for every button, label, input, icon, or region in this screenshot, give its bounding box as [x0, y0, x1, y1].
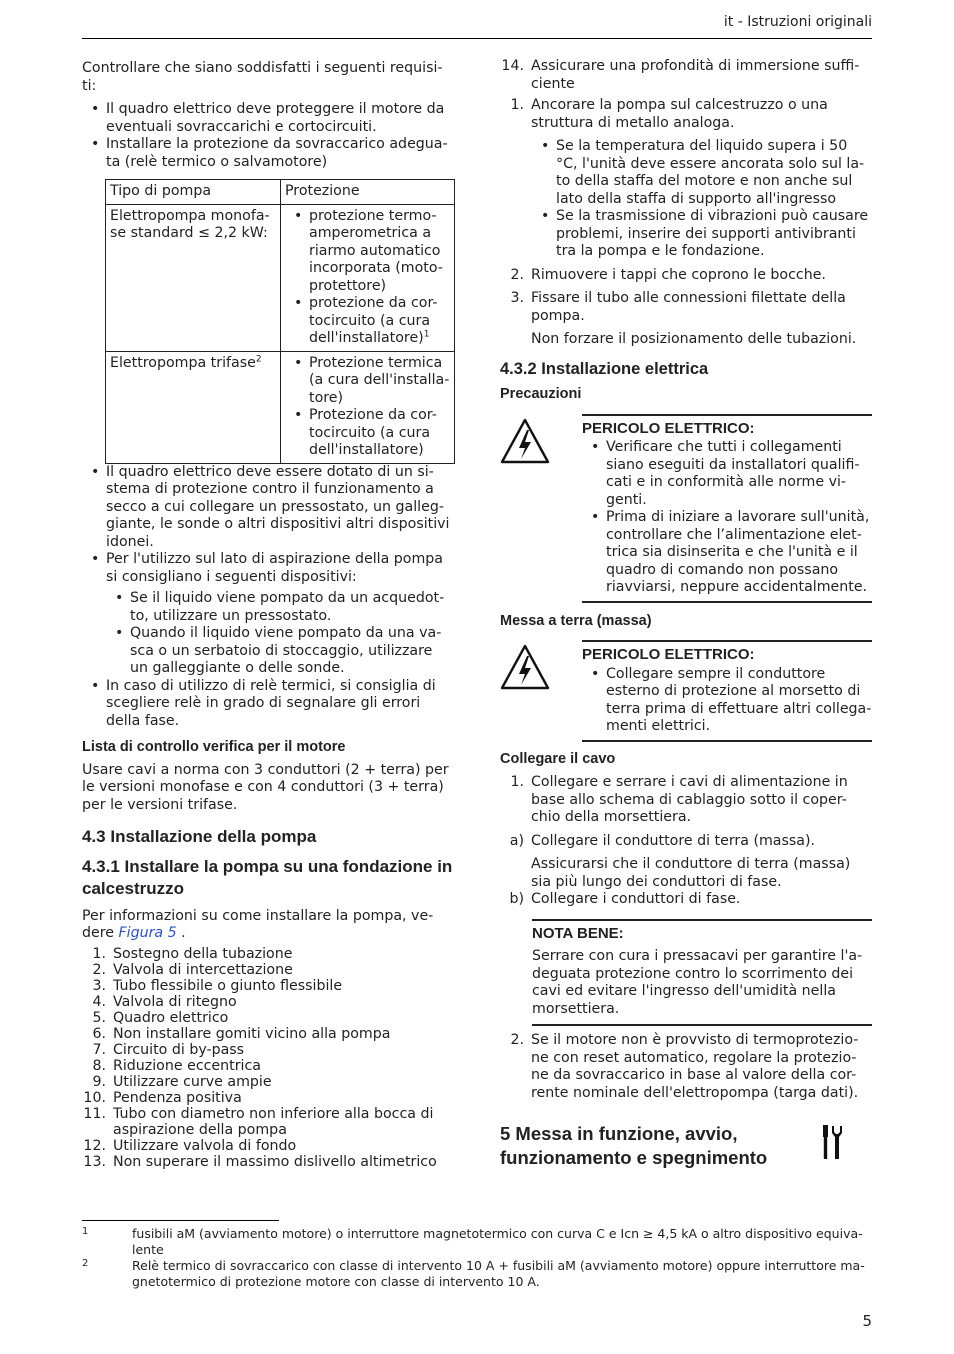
- item-number: 3.: [510, 290, 524, 306]
- warning-title: PERICOLO ELETTRICO:: [582, 419, 755, 437]
- list-item: [500, 290, 872, 325]
- list-item: [82, 1074, 454, 1090]
- footnote-1: [82, 1226, 872, 1258]
- list-item: [82, 962, 454, 978]
- page-number: 5: [862, 1312, 872, 1330]
- cable-steps-2: [500, 1032, 872, 1102]
- connect-cable-heading: Collegare il cavo: [500, 750, 616, 767]
- item-text: Valvola di intercettazione: [113, 961, 293, 978]
- item-number: 10.: [83, 1089, 106, 1106]
- item-number: 2.: [510, 266, 524, 283]
- sub-list: [82, 590, 454, 678]
- list-item: [82, 1090, 454, 1106]
- item-number: 3.: [92, 977, 106, 994]
- section-heading-4-3-2: 4.3.2 Installazione elettrica: [500, 359, 709, 378]
- requirements-list-2: [82, 464, 454, 587]
- list-item: [82, 994, 454, 1010]
- note-box: [532, 919, 872, 1027]
- tools-icon: [820, 1124, 844, 1160]
- list-item: [500, 891, 872, 909]
- item-text: Sostegno della tubazione: [113, 945, 293, 962]
- item-text: Collegare il conduttore di terra (massa).: [531, 832, 816, 849]
- item-text: Utilizzare curve ampie: [113, 1073, 272, 1090]
- electrical-hazard-icon: [500, 644, 550, 690]
- figure-link[interactable]: Figura 5: [118, 925, 177, 941]
- list-item: [82, 1026, 454, 1042]
- list-item: [82, 1058, 454, 1074]
- list-item: • protezione termo-amperometrica a riarmo automatico incorporata (moto-protettore): [285, 208, 450, 296]
- protection-table: [105, 179, 455, 464]
- pump-type-label: Elettropompa monofa-se standard ≤ 2,2 kW:: [110, 207, 270, 241]
- numbered-list-continued: [500, 58, 872, 93]
- list-item: [82, 1154, 454, 1170]
- footnote-number: 1: [82, 1226, 89, 1237]
- grounding-heading: Messa a terra (massa): [500, 612, 652, 629]
- table-header-cell: Protezione: [281, 180, 455, 205]
- list-item: [82, 1106, 454, 1138]
- pump-type-label: Elettropompa trifase: [110, 354, 256, 371]
- item-text: Riduzione eccentrica: [113, 1057, 261, 1074]
- item-text: Quadro elettrico: [113, 1009, 229, 1026]
- list-item: [82, 978, 454, 994]
- left-column: [82, 60, 454, 1170]
- item-number: 2.: [92, 961, 106, 978]
- list-item: • Protezione termica (a cura dell'installa-tore): [285, 355, 450, 408]
- list-item: • Installare la protezione da sovraccarico adegua-ta (relè termico o salvamotore): [82, 136, 454, 171]
- install-steps-2: [500, 267, 872, 326]
- checklist-heading: Lista di controllo verifica per il motore: [82, 739, 346, 755]
- list-item: [82, 1010, 454, 1026]
- table-row: [106, 351, 455, 463]
- item-number: 4.: [92, 993, 106, 1010]
- section-heading-4-3-1: 4.3.1 Installare la pompa su una fondazione in calcestruzzo: [82, 856, 453, 898]
- figure-reference-text: [82, 908, 454, 943]
- list-item: • Se la trasmissione di vibrazioni può causare problemi, inserire dei supporti antivibranti tra la pompa e le fondazione.: [508, 208, 872, 261]
- list-item: [500, 1032, 872, 1102]
- running-header: it - Istruzioni originali: [723, 14, 872, 30]
- text: .: [176, 925, 186, 941]
- item-number: b): [509, 891, 524, 907]
- cable-steps-b: [500, 891, 872, 909]
- right-column: [500, 58, 872, 1170]
- step1-bullets: [500, 138, 872, 261]
- requirements-list-3: [82, 678, 454, 731]
- list-item: • Per l'utilizzo sul lato di aspirazione della pompa si consigliano i seguenti dispositivi:: [82, 551, 454, 586]
- item-text: Fissare il tubo alle connessioni filettate della pompa.: [531, 290, 846, 324]
- item-number: 8.: [92, 1057, 106, 1074]
- table-header-cell: Tipo di pompa: [106, 180, 281, 205]
- item-number: 13.: [83, 1153, 106, 1170]
- item-text: Utilizzare valvola di fondo: [113, 1137, 297, 1154]
- warning-list: [582, 666, 872, 736]
- item-text: Pendenza positiva: [113, 1089, 242, 1106]
- list-item: • Se il liquido viene pompato da un acquedot-to, utilizzare un pressostato.: [82, 590, 454, 625]
- item-text: Rimuovere i tappi che coprono le bocche.: [531, 266, 826, 283]
- item-number: 9.: [92, 1073, 106, 1090]
- intro-text: Controllare che siano soddisfatti i seguenti requisi-ti:: [82, 60, 443, 94]
- item-number: 11.: [83, 1105, 106, 1122]
- note-title: NOTA BENE:: [532, 924, 624, 942]
- list-item: [500, 97, 872, 132]
- list-item: • Se la temperatura del liquido supera i 50 °C, l'unità deve essere ancorata solo sul la-to della staffa del motore e non anche sul lato della staffa di supporto all'ingresso: [508, 138, 872, 208]
- section-heading-4-3: 4.3 Installazione della pompa: [82, 827, 317, 846]
- item-text: Non installare gomiti vicino alla pompa: [113, 1025, 391, 1042]
- table-cell: [281, 204, 455, 351]
- item-text: Tubo flessibile o giunto flessibile: [113, 977, 343, 994]
- item-number: 5.: [92, 1009, 106, 1026]
- warning-list: [582, 439, 872, 597]
- precautions-heading: Precauzioni: [500, 386, 582, 402]
- item-text: Ancorare la pompa sul calcestruzzo o una struttura di metallo analoga.: [531, 97, 828, 131]
- list-item: • Prima di iniziare a lavorare sull'unità, controllare che l’alimentazione elet-trica sia disinserita e che l'unità e il quadro di comando non possano riavviarsi, neppure accidentalmente.: [582, 509, 872, 597]
- item-text: Valvola di ritegno: [113, 993, 237, 1010]
- requirements-list: [82, 101, 454, 171]
- item-text: Se il motore non è provvisto di termoprotezio-ne con reset automatico, regolare la protezio-ne da sovraccarico in base al valore della cor-rente nominale dell'elettropompa (targa dati).: [531, 1032, 859, 1101]
- list-item: • Verificare che tutti i collegamenti siano eseguiti da installatori qualifi-cati e in conformità alle norme vi-genti.: [582, 439, 872, 509]
- item-text: Tubo con diametro non inferiore alla bocca di aspirazione della pompa: [113, 1105, 434, 1138]
- list-item: • Quando il liquido viene pompato da una va-sca o un serbatoio di stoccaggio, utilizzare un galleggiante o delle sonde.: [82, 625, 454, 678]
- list-item: [500, 58, 872, 93]
- install-steps: [500, 97, 872, 132]
- electrical-hazard-icon: [500, 418, 550, 464]
- list-item: [500, 267, 872, 285]
- footnote-text: fusibili aM (avviamento motore) o interruttore magnetotermico con curva C e Icn ≥ 4,5 kA o altro dispositivo equiva-lente: [132, 1226, 863, 1257]
- step3-note: Non forzare il posizionamento delle tubazioni.: [531, 331, 857, 347]
- electrical-warning-1: [582, 414, 872, 603]
- footnote-ref[interactable]: 2: [255, 353, 262, 364]
- list-item: • Il quadro elettrico deve essere dotato di un si-stema di protezione contro il funzionamento a secco a cui collegare un pressostato, un galleg-giante, le sonde o altri dispositivi altri dispositivi idonei.: [82, 464, 454, 552]
- numbered-list: [82, 946, 454, 1170]
- list-item: • Collegare sempre il conduttore esterno di protezione al morsetto di terra prima di effettuare altri collega-menti elettrici.: [582, 666, 872, 736]
- table-cell: [106, 204, 281, 351]
- item-number: 1.: [510, 774, 524, 790]
- list-item: [285, 295, 450, 348]
- item-text: Circuito di by-pass: [113, 1041, 245, 1058]
- table-header-row: [106, 180, 455, 205]
- table-row: [106, 204, 455, 351]
- item-number: 2.: [510, 1032, 524, 1048]
- list-item: • Il quadro elettrico deve proteggere il motore da eventuali sovraccarichi e cortocircuiti.: [82, 101, 454, 136]
- table-cell: [281, 351, 455, 463]
- item-text: Non superare il massimo dislivello altimetrico: [113, 1153, 437, 1170]
- text: Per informazioni su come installare la pompa, ve-dere: [82, 907, 434, 941]
- item-text: Collegare i conduttori di fase.: [531, 891, 741, 907]
- item-number: 12.: [83, 1137, 106, 1154]
- warning-title: PERICOLO ELETTRICO:: [582, 646, 755, 663]
- note-text: Serrare con cura i pressacavi per garantire l'a-deguata protezione contro lo scorrimento dei cavi ed evitare l'ingresso dell'umidità nella morsettiera.: [532, 948, 863, 1017]
- chapter-5-heading: 5 Messa in funzione, avvio, funzionamento e spegnimento: [500, 1123, 768, 1168]
- cable-steps: [500, 774, 872, 850]
- list-item: [82, 1138, 454, 1154]
- list-item: • Protezione da cor-tocircuito (a cura dell'installatore): [285, 407, 450, 460]
- item-number: 1.: [92, 945, 106, 962]
- footnote-number: 2: [82, 1258, 89, 1269]
- item-number: 6.: [92, 1025, 106, 1042]
- list-item-text: protezione da cor-tocircuito (a cura dell'installatore): [309, 295, 438, 346]
- item-number: 1.: [510, 97, 524, 113]
- chapter-5-heading-block: [500, 1122, 872, 1170]
- item-number: a): [509, 832, 524, 849]
- footnote-ref[interactable]: 1: [423, 329, 430, 340]
- list-item: [500, 833, 872, 851]
- table-cell: [106, 351, 281, 463]
- footnote-rule: [82, 1220, 279, 1221]
- list-item: • In caso di utilizzo di relè termici, si consiglia di scegliere relè in grado di segnalare gli errori della fase.: [82, 678, 454, 731]
- list-item: [82, 1042, 454, 1058]
- item-number: 7.: [92, 1041, 106, 1058]
- electrical-warning-2: [582, 640, 872, 742]
- list-item: [500, 774, 872, 827]
- checklist-text: Usare cavi a norma con 3 conduttori (2 + terra) per le versioni monofase e con 4 conduttori (3 + terra) per le versioni trifase.: [82, 761, 449, 813]
- footnote-text: Relè termico di sovraccarico con classe di intervento 10 A + fusibili aM (avviamento motore) oppure interruttore ma-gnetotermico di protezione motore con classe di intervento 10 A.: [132, 1258, 865, 1289]
- header-rule: [82, 38, 872, 39]
- item-text: Assicurare una profondità di immersione suffi-ciente: [531, 58, 860, 92]
- step-a-note: Assicurarsi che il conduttore di terra (massa) sia più lungo dei conduttori di fase.: [531, 856, 851, 890]
- item-number: 14.: [501, 58, 524, 74]
- item-text: Collegare e serrare i cavi di alimentazione in base allo schema di cablaggio sotto il coper-chio della morsettiera.: [531, 774, 848, 825]
- footnote-2: [82, 1258, 872, 1290]
- list-item: [82, 946, 454, 962]
